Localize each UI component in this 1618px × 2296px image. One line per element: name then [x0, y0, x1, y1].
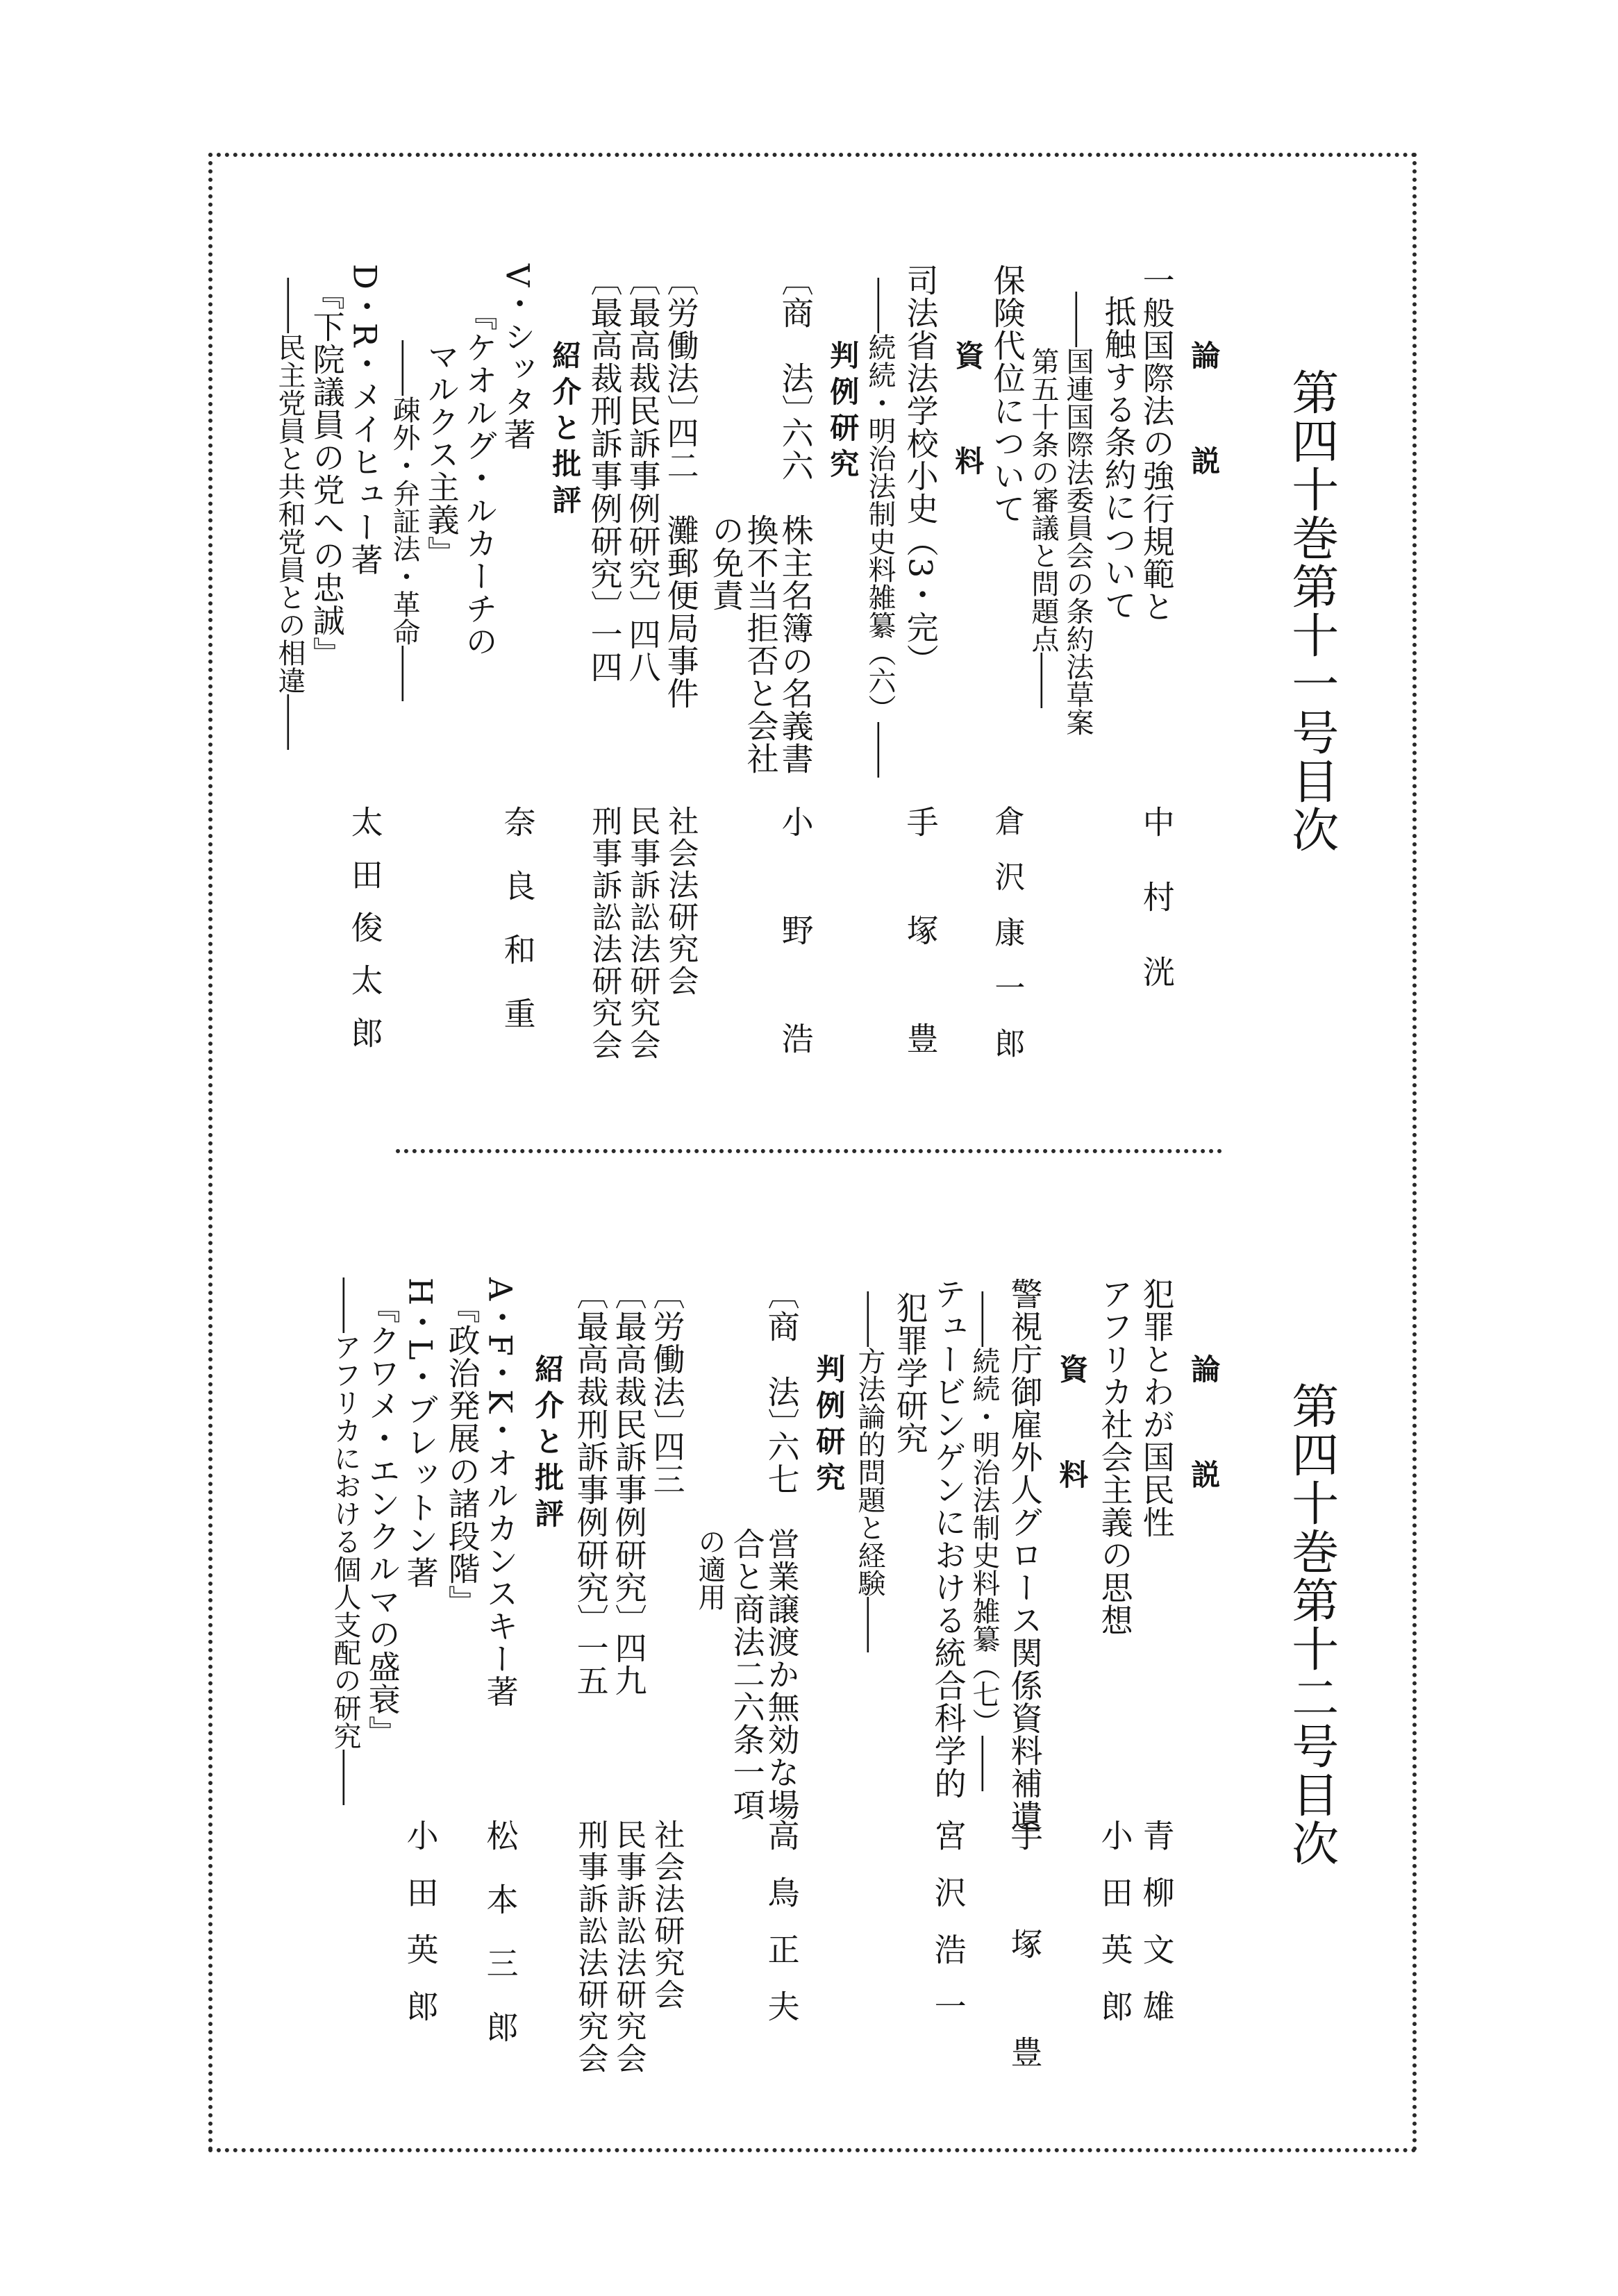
article-4-line-3[interactable]: ――方法論的問題と経験――: [853, 1291, 885, 1652]
article-3-author: 手塚豊: [901, 805, 940, 1130]
toc-issue-12: [264, 1222, 1375, 2144]
article-1-line-1[interactable]: 一般国際法の強行規範と: [1137, 264, 1176, 623]
case-3-label[interactable]: 〔最高裁民訴事例研究〕: [610, 1277, 648, 1636]
article-3-author: 手塚豊: [1006, 1819, 1044, 2144]
case-1-number: 六七: [762, 1430, 801, 1495]
article-1-author: 青柳文雄: [1137, 1819, 1176, 2047]
case-1-line-1[interactable]: 営業譲渡か無効な場: [762, 1527, 801, 1821]
toc-issue-11: [264, 208, 1375, 1130]
case-3-number: 四九: [610, 1632, 648, 1697]
case-3-number: 四八: [624, 618, 662, 683]
case-2-title[interactable]: 灘郵便局事件: [662, 514, 700, 710]
article-4-line-1[interactable]: テュービンゲンにおける統合科学的: [929, 1277, 967, 1800]
section-ronsetsu: 論 説: [1187, 340, 1221, 498]
section-hanrei: 判例研究: [812, 1354, 846, 1498]
section-shiryo: 資 料: [1055, 1354, 1090, 1512]
case-1-line-1[interactable]: 株主名簿の名義書: [776, 514, 815, 775]
case-2-label: 〔労働法〕: [662, 264, 700, 427]
review-1-author: 奈良和重: [499, 805, 537, 1061]
review-1-line-4[interactable]: ――疎外・弁証法・革命――: [388, 340, 420, 701]
case-4-label[interactable]: 〔最高裁刑訴事例研究〕: [572, 1277, 610, 1636]
article-3-line-2[interactable]: ――続続・明治法制史料雑纂（七）――: [968, 1291, 1000, 1791]
article-3-line-2[interactable]: ――続続・明治法制史料雑纂（六）――: [864, 278, 896, 778]
article-1-title[interactable]: 犯罪とわが国民性: [1137, 1277, 1176, 1539]
case-4-number: 一四: [585, 618, 624, 683]
review-2-line-1[interactable]: D・R・メイヒュー著: [346, 264, 384, 576]
section-shokai: 紹介と批評: [548, 340, 583, 521]
review-1-line-3[interactable]: マルクス主義』: [422, 340, 460, 569]
article-3-line-1[interactable]: 警視庁御雇外人グロース関係資料補遺: [1006, 1277, 1044, 1832]
case-1-line-2[interactable]: 換不当拒否と会社: [742, 514, 780, 775]
case-1-line-3[interactable]: の免責: [707, 514, 745, 612]
case-2-author: 社会法研究会: [662, 805, 699, 997]
article-2-author: 小田英郎: [1096, 1819, 1134, 2047]
review-2-line-2[interactable]: 『クワメ・エンクルマの盛衰』: [363, 1291, 401, 1748]
review-1-line-1[interactable]: V・シッタ著: [499, 264, 537, 451]
issue-11-title: 第四十巻第十一号目次: [1283, 368, 1339, 854]
case-3-author: 民事訴訟法研究会: [624, 805, 660, 1061]
case-2-author: 社会法研究会: [649, 1819, 685, 2011]
article-4-line-2[interactable]: 犯罪学研究: [891, 1291, 929, 1455]
case-1-line-2[interactable]: 合と商法二六条一項: [728, 1527, 766, 1821]
article-3-line-1[interactable]: 司法省法学校小史（3・完）: [901, 264, 940, 677]
review-2-line-3[interactable]: ――民主党員と共和党員との相違――: [274, 278, 306, 750]
review-1-author: 松本三郎: [481, 1819, 519, 2075]
case-2-label[interactable]: 〔労働法〕: [648, 1277, 686, 1441]
review-1-line-1[interactable]: A・F・K・オルカンスキー著: [481, 1277, 519, 1708]
case-1-label: 〔商 法〕: [762, 1277, 801, 1441]
review-1-line-2[interactable]: 『ケオルグ・ルカーチの: [460, 299, 499, 657]
case-3-label[interactable]: 〔最高裁民訴事例研究〕: [624, 264, 662, 623]
article-2-title[interactable]: アフリカ社会主義の思想: [1096, 1277, 1134, 1636]
article-1-line-3[interactable]: ――国連国際法委員会の条約法草案: [1062, 292, 1094, 736]
case-4-author: 刑事訴訟法研究会: [572, 1819, 608, 2075]
review-2-line-3[interactable]: ――アフリカにおける個人支配の研究――: [329, 1277, 361, 1805]
section-ronsetsu: 論 説: [1187, 1354, 1221, 1512]
issue-12-title: 第四十巻第十二号目次: [1283, 1382, 1339, 1868]
article-1-line-2[interactable]: 抵触する条約について: [1099, 295, 1137, 621]
review-2-author: 小田英郎: [401, 1819, 440, 2047]
article-4-author: 宮沢浩一: [929, 1819, 967, 2047]
section-divider: [396, 1149, 1222, 1153]
article-2-author: 倉沢康一郎: [989, 805, 1025, 1083]
case-1-label: 〔商 法〕: [776, 264, 815, 427]
case-2-number: 四二: [662, 417, 700, 482]
review-2-line-1[interactable]: H・L・ブレットン著: [401, 1277, 440, 1589]
case-2-number: 四三: [648, 1430, 686, 1495]
case-1-line-3[interactable]: の適用: [694, 1527, 726, 1611]
review-1-line-2[interactable]: 『政治発展の諸段階』: [443, 1291, 481, 1618]
case-3-author: 民事訴訟法研究会: [610, 1819, 647, 2075]
review-2-author: 太田俊太郎: [346, 805, 384, 1069]
section-shokai: 紹介と批評: [531, 1354, 565, 1534]
case-1-author: 高鳥正夫: [762, 1819, 801, 2047]
section-hanrei: 判例研究: [826, 340, 860, 485]
case-4-number: 一五: [572, 1632, 610, 1697]
case-4-label[interactable]: 〔最高裁刑訴事例研究〕: [585, 264, 624, 623]
article-1-line-4[interactable]: 第五十条の審議と問題点――: [1027, 347, 1059, 708]
case-1-number: 六六: [776, 417, 815, 482]
section-shiryo: 資 料: [951, 340, 985, 498]
article-2-title[interactable]: 保険代位について: [988, 264, 1026, 525]
case-1-author: 小野浩: [776, 805, 815, 1130]
article-1-author: 中村洸: [1137, 805, 1176, 1030]
case-4-author: 刑事訴訟法研究会: [586, 805, 622, 1061]
review-2-line-2[interactable]: 『下院議員の党への忠誠』: [308, 278, 346, 669]
